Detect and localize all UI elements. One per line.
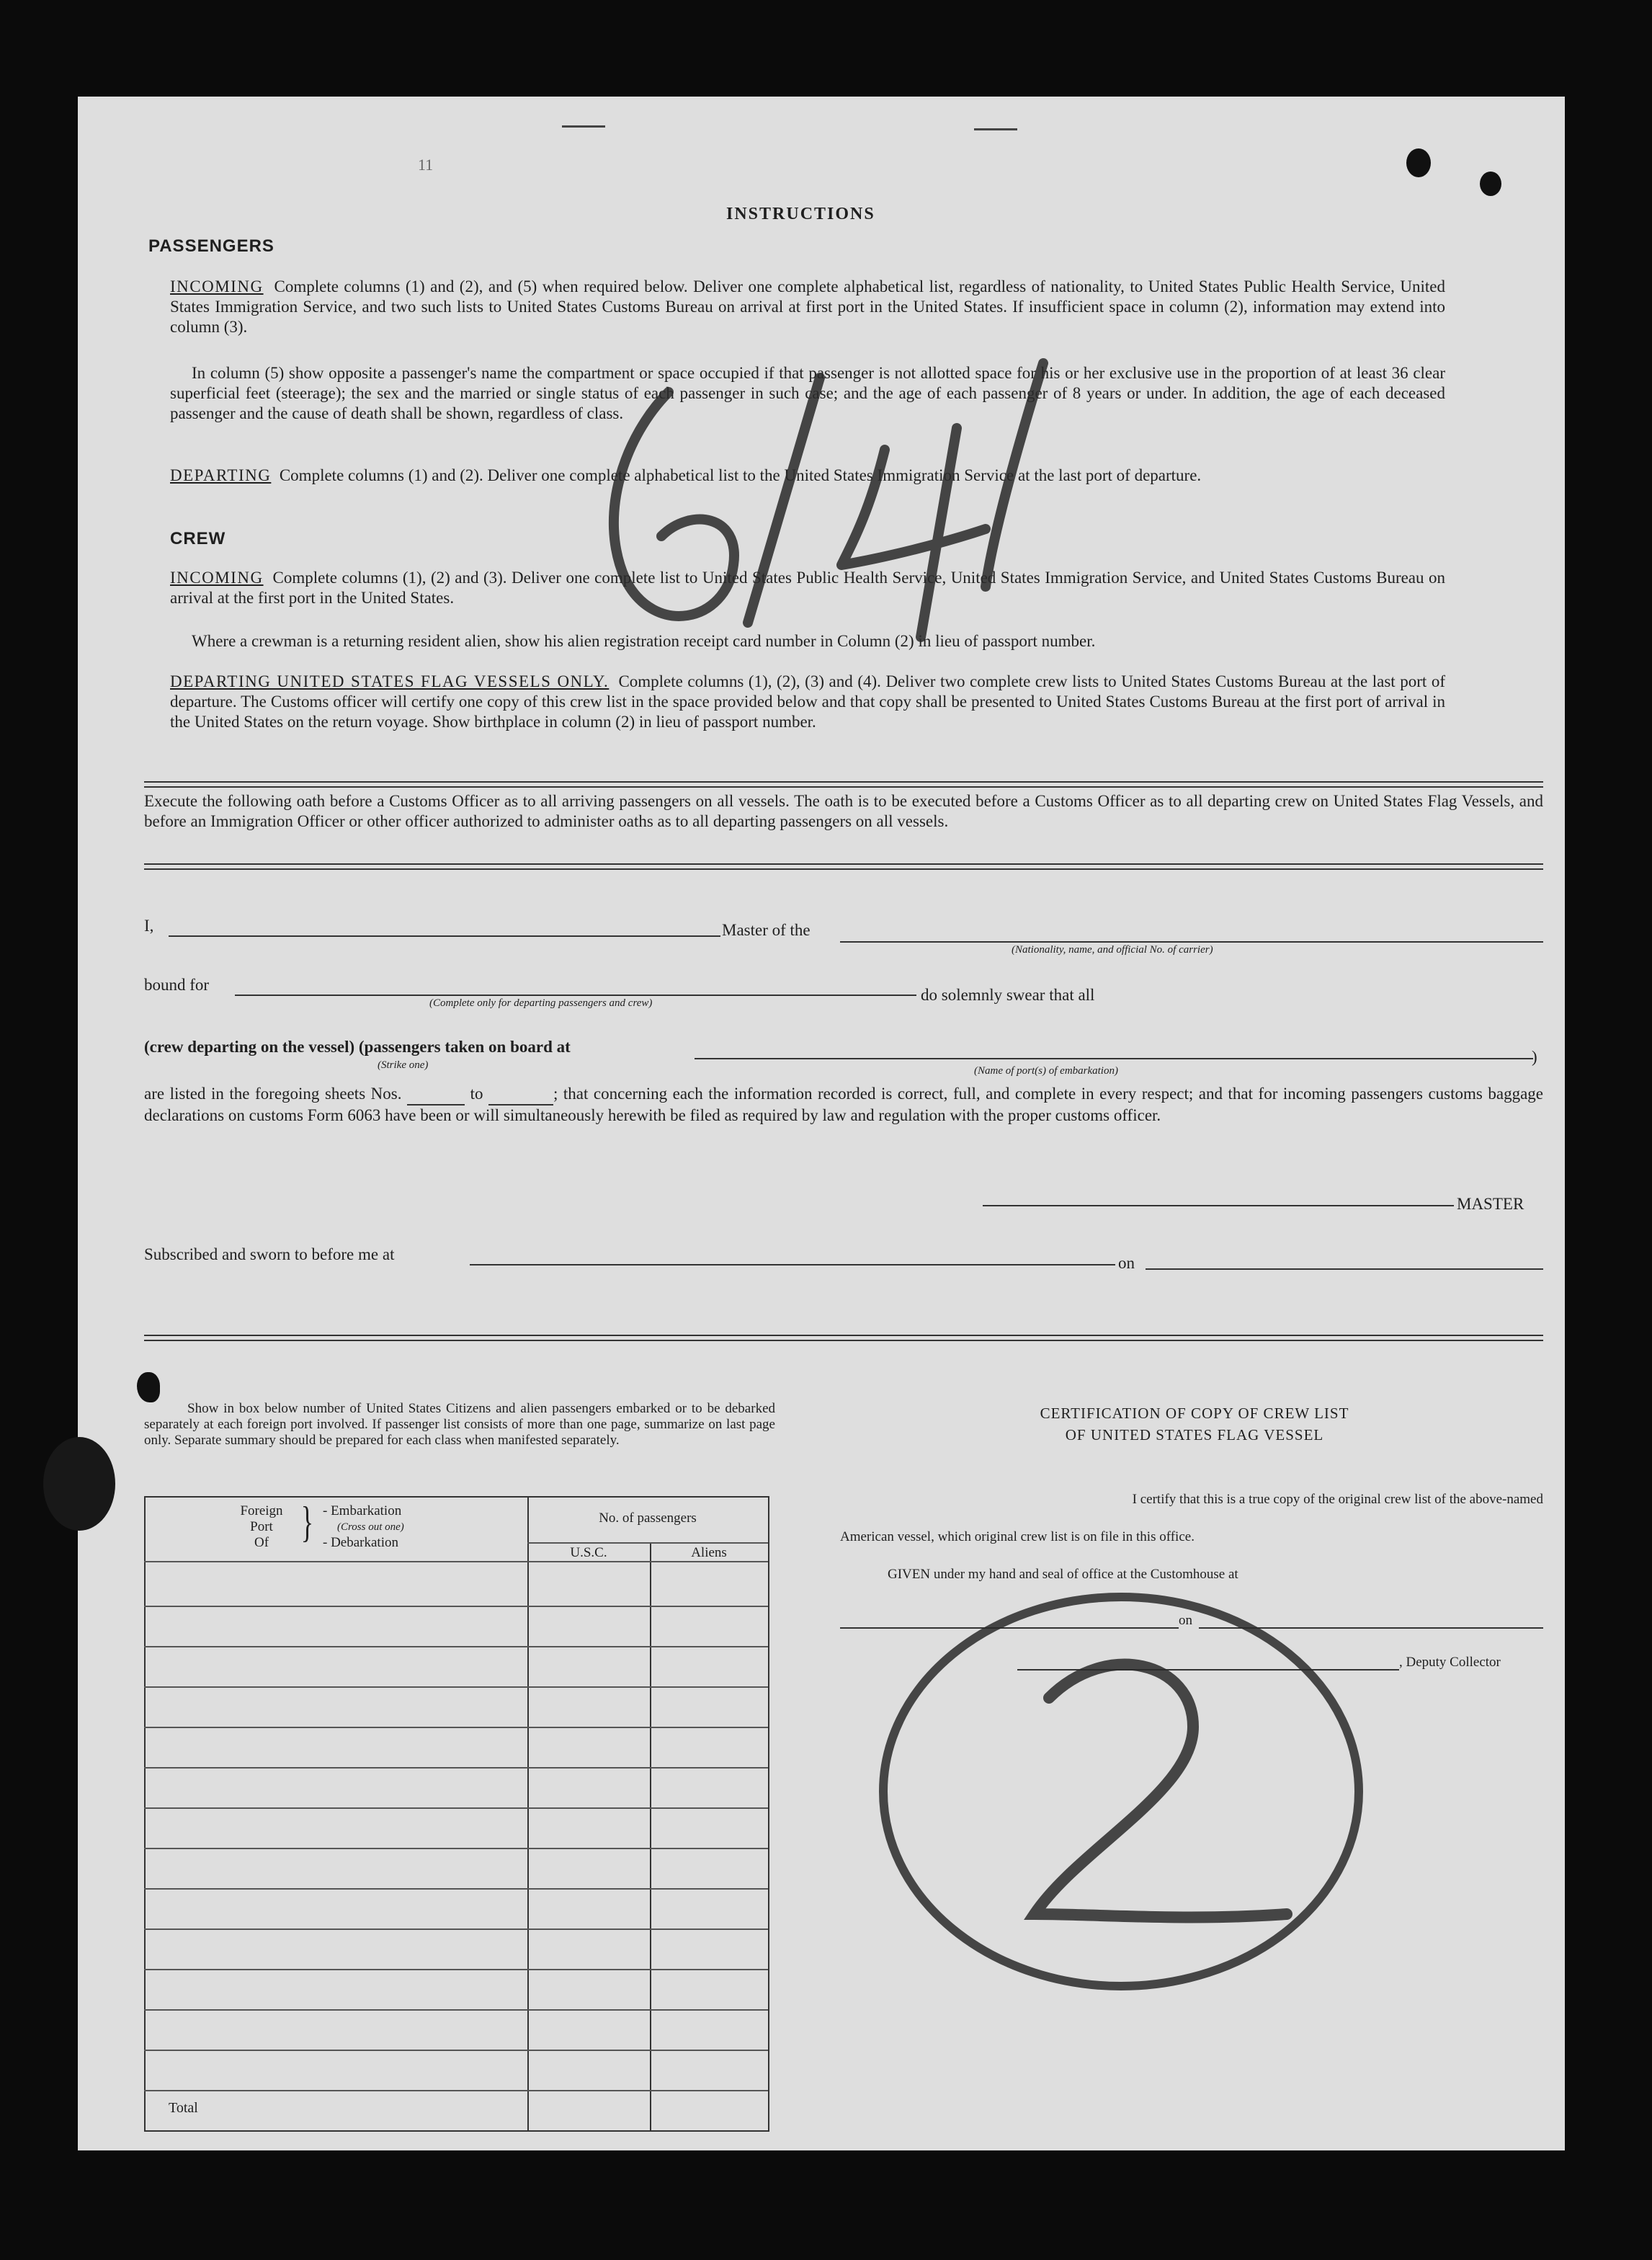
table-header-divider (527, 1542, 768, 1544)
circled-number (862, 1575, 1380, 2008)
cert-title-line2: OF UNITED STATES FLAG VESSEL (1065, 1426, 1324, 1443)
listed-text: are listed in the foregoing sheets Nos. (144, 1085, 402, 1103)
punch-hole (1406, 148, 1431, 177)
master-of-label: Master of the (722, 921, 811, 939)
master-name-line (169, 935, 720, 937)
crew-departing (170, 672, 1445, 732)
bound-note: (Complete only for departing passengers and crew) (429, 997, 653, 1009)
aliens-header: Aliens (691, 1545, 727, 1560)
divider (144, 1335, 1543, 1341)
carrier-note: (Nationality, name, and official No. of carrier) (1012, 944, 1213, 956)
divider (144, 781, 1543, 788)
handwritten-top-mark (582, 349, 1086, 651)
crew-departing-label: (crew departing on the vessel) (passengers taken on board at (144, 1038, 571, 1056)
seal-edge (43, 1437, 115, 1531)
ink-blot (137, 1372, 160, 1402)
to-text: to (470, 1085, 483, 1103)
subscribed-place-line (470, 1264, 1115, 1265)
cert-given: GIVEN under my hand and seal of office at the Customhouse at (888, 1567, 1238, 1582)
port-label: Port (250, 1519, 273, 1534)
strike-one-note: (Strike one) (378, 1059, 429, 1071)
subscribed-on-label: on (1118, 1254, 1135, 1272)
page-number: 11 (418, 156, 434, 174)
table-row (144, 1969, 768, 1970)
passenger-summary-table (144, 1496, 769, 2132)
punch-mark-top (974, 128, 1017, 130)
master-signature-line (983, 1205, 1454, 1206)
table-col-divider (527, 1496, 529, 2130)
cert-on: on (1179, 1613, 1192, 1628)
cross-out-note: (Cross out one) (337, 1521, 404, 1533)
embarkation-options (323, 1503, 404, 1551)
subscribed-date-line (1146, 1268, 1543, 1270)
incoming-text: Complete columns (1) and (2), and (5) when required below. Deliver one complete alphabetical list, regardless of nationality, to United States Public Health Service, United States Immigration Service, and two such lists to United States Customs Bureau on arrival at first port in the United States. If insufficient space in column (2), information may extend into column (3). (170, 277, 1446, 336)
bound-for-label: bound for (144, 976, 210, 994)
passengers-heading: PASSENGERS (148, 236, 274, 256)
table-row (144, 1727, 768, 1728)
bound-for-line (235, 995, 916, 996)
summary-note: Show in box below number of United States Citizens and alien passengers embarked or to be debarked separately at each foreign port involved. If passenger list consists of more than one page, summarize on last page only. Separate summary should be prepared for each class when manifested separately. (144, 1401, 775, 1448)
cert-certify: I certify that this is a true copy of the original crew list of the above-named (1132, 1492, 1543, 1507)
listed-rest: ; that concerning each the information recorded is correct, full, and complete in every respect; and that for incoming passengers customs baggage declarations on customs Form 6063 have been or will simultaneously herewith be filed as required by law and regulation with the proper customs officer. (144, 1085, 1543, 1124)
crew-departing-lead: DEPARTING UNITED STATES FLAG VESSELS ONLY. (170, 672, 610, 690)
table-row (144, 1646, 768, 1647)
table-row (144, 1928, 768, 1930)
divider (144, 863, 1543, 870)
sheet-from-blank[interactable] (407, 1084, 465, 1105)
document-page (78, 97, 1565, 2150)
master-label: MASTER (1457, 1195, 1524, 1213)
table-row (144, 1807, 768, 1809)
embarkation-label: - Embarkation (323, 1503, 402, 1518)
table-row (144, 2009, 768, 2011)
listed-paragraph (144, 1084, 1543, 1126)
of-label: Of (254, 1535, 269, 1550)
oath-i-label: I, (144, 917, 154, 935)
ports-line (695, 1058, 1533, 1059)
subscribed-label: Subscribed and sworn to before me at (144, 1245, 395, 1263)
incoming-lead: INCOMING (170, 277, 264, 295)
departing-lead: DEPARTING (170, 466, 272, 484)
table-row (144, 1606, 768, 1607)
passengers-incoming (170, 277, 1445, 337)
cert-certify2: American vessel, which original crew list is on file in this office. (840, 1529, 1195, 1544)
usc-header: U.S.C. (570, 1545, 607, 1560)
no-of-passengers-header: No. of passengers (599, 1511, 697, 1526)
debarkation-label: - Debarkation (323, 1535, 398, 1550)
ports-note: (Name of port(s) of embarkation) (974, 1065, 1118, 1077)
table-row (144, 1848, 768, 1849)
certification-title (957, 1402, 1432, 1446)
instructions-title: INSTRUCTIONS (726, 205, 875, 223)
departing-text: Complete columns (1) and (2). Deliver one complete alphabetical list to the United States Immigration Service at the last port of departure. (279, 466, 1202, 484)
foreign-label: Foreign (240, 1503, 283, 1518)
table-row (144, 2090, 768, 2091)
table-col-divider (650, 1542, 651, 2130)
table-row (144, 1767, 768, 1769)
crew-departing-text: Complete columns (1), (2), (3) and (4). Deliver two complete crew lists to United States Customs Bureau at the last port of departure. The Customs officer will certify one copy of this crew list in the space provided below and that copy shall be presented to United States Customs Bureau at the first port of arrival in the United States on the return voyage. Show birthplace in column (2) in lieu of passport number. (170, 672, 1446, 731)
column5-text: In column (5) show opposite a passenger's name the compartment or space occupied if that passenger is not allotted space for his or her exclusive use in the proportion of at least 36 clear superficial feet (steerage); the sex and the married or single status of each passenger in such case; and the age of each passenger of 8 years or under. In addition, the age of each deceased passenger and the cause of death shall be shown, regardless of class. (170, 364, 1445, 422)
table-row (144, 1888, 768, 1890)
carrier-line (840, 941, 1543, 943)
close-paren: ) (1532, 1048, 1537, 1066)
table-row (144, 1686, 768, 1688)
crew-heading: CREW (170, 529, 226, 548)
sheet-to-blank[interactable] (488, 1084, 553, 1105)
foreign-port-label (229, 1503, 294, 1551)
punch-mark-top (562, 125, 605, 128)
cert-deputy: , Deputy Collector (1399, 1655, 1501, 1670)
punch-hole (1480, 172, 1501, 196)
oath-intro: Execute the following oath before a Customs Officer as to all arriving passengers on all vessels. The oath is to be executed before a Customs Officer as to all departing crew on United States Flag Vessels, and before an Immigration Officer or other officer authorized to administer oaths as to all departing passengers on all vessels. (144, 792, 1543, 830)
total-label: Total (169, 2100, 198, 2116)
crew-incoming-lead: INCOMING (170, 569, 264, 587)
cert-title-line1: CERTIFICATION OF COPY OF CREW LIST (1040, 1405, 1349, 1422)
crew-resident-text: Where a crewman is a returning resident alien, show his alien registration receipt card number in Column (2) in lieu of passport number. (192, 632, 1096, 650)
swear-text: do solemnly swear that all (921, 986, 1095, 1004)
brace: } (300, 1498, 314, 1546)
crew-incoming-text: Complete columns (1), (2) and (3). Deliver one complete list to United States Public Health Service, United States Immigration Service, and United States Customs Bureau on arrival at the first port in the United States. (170, 569, 1446, 607)
table-header-bottom (144, 1561, 768, 1562)
table-row (144, 2050, 768, 2051)
